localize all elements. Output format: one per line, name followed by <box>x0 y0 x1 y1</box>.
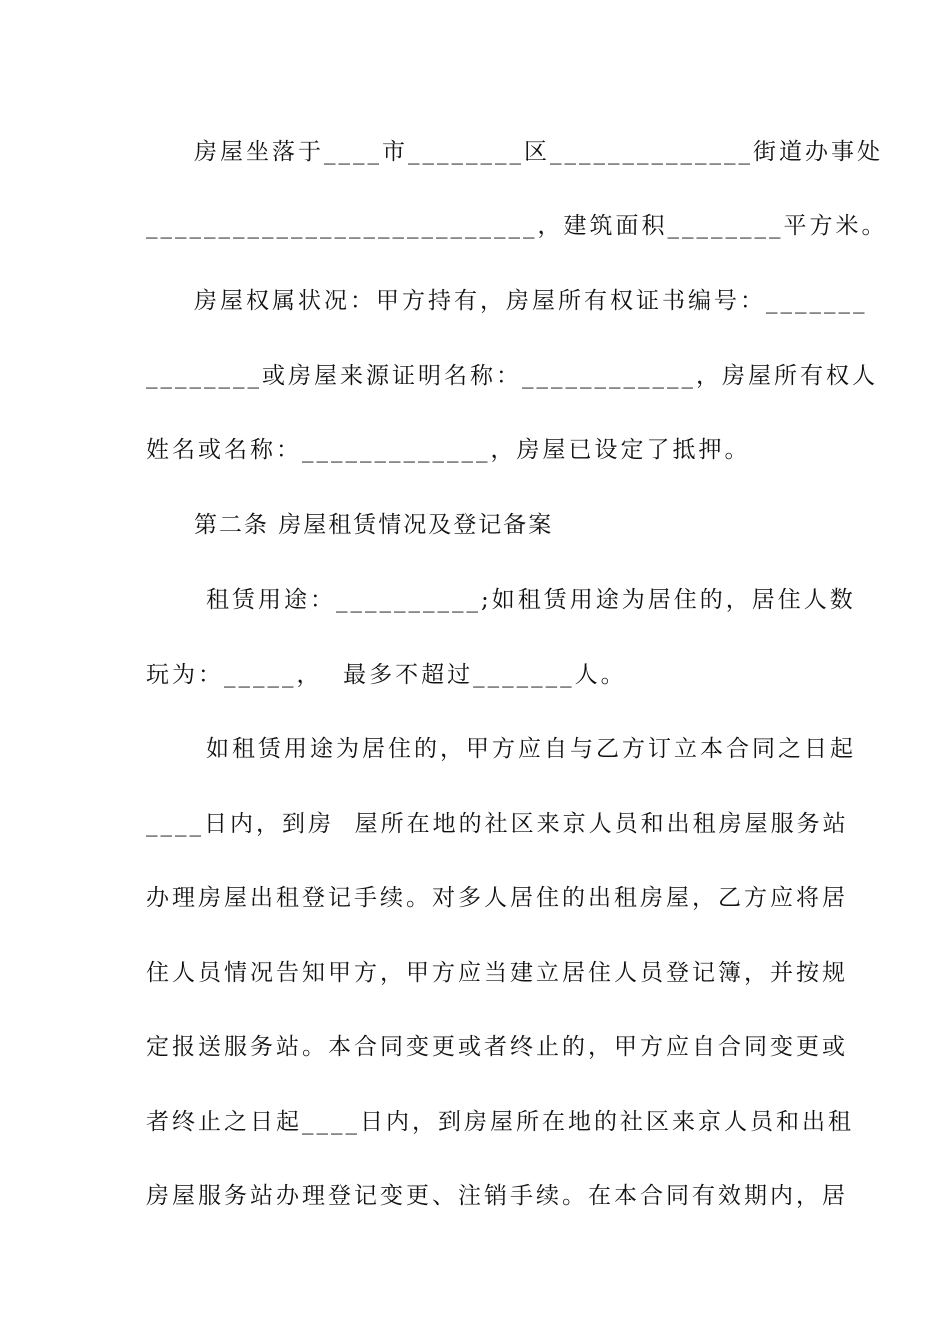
paragraph-line-7: 玩为：_____， 最多不超过_______人。 <box>146 662 627 688</box>
paragraph-line-3: 房屋权属状况：甲方持有，房屋所有权证书编号：_______ <box>194 288 868 314</box>
paragraph-line-5: 姓名或名称：_____________，房屋已设定了抵押。 <box>146 437 751 463</box>
section-heading: 第二条 房屋租赁情况及登记备案 <box>194 512 554 538</box>
paragraph-line-9: ____日内，到房 屋所在地的社区来京人员和出租房屋服务站 <box>146 811 849 837</box>
paragraph-line-6: 租赁用途：__________;如租赁用途为居住的，居住人数 <box>206 587 856 613</box>
paragraph-line-11: 住人员情况告知甲方，甲方应当建立居住人员登记簿，并按规 <box>146 960 848 986</box>
paragraph-line-14: 房屋服务站办理登记变更、注销手续。在本合同有效期内，居 <box>146 1183 848 1209</box>
paragraph-line-2: ___________________________，建筑面积________平方米。 <box>146 213 888 239</box>
paragraph-line-1: 房屋坐落于____市________区______________街道办事处 <box>194 139 883 165</box>
paragraph-line-8: 如租赁用途为居住的，甲方应自与乙方订立本合同之日起 <box>206 736 856 762</box>
paragraph-line-4: ________或房屋来源证明名称：____________，房屋所有权人 <box>146 363 878 389</box>
paragraph-line-12: 定报送服务站。本合同变更或者终止的，甲方应自合同变更或 <box>146 1034 848 1060</box>
paragraph-line-13: 者终止之日起____日内，到房屋所在地的社区来京人员和出租 <box>146 1109 854 1135</box>
paragraph-line-10: 办理房屋出租登记手续。对多人居住的出租房屋，乙方应将居 <box>146 885 848 911</box>
